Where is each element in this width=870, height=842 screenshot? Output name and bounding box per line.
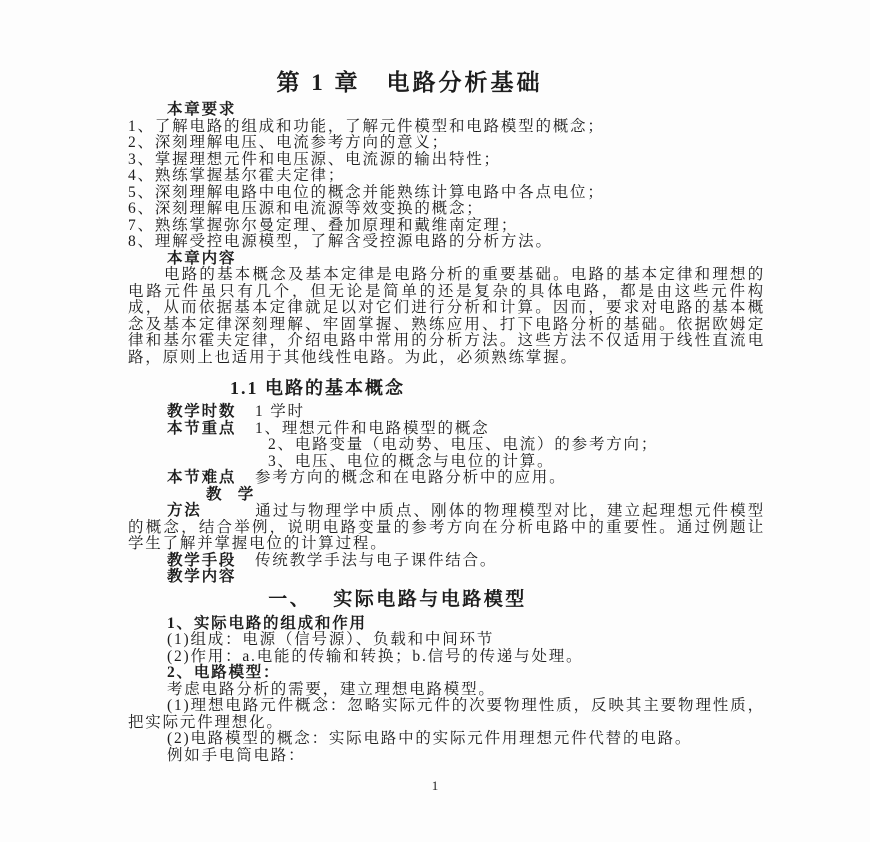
list-line: (1)组成：电源（信号源）、负载和中间环节 — [167, 631, 495, 648]
difficulty-label: 本节难点 — [167, 469, 237, 486]
key-points-label: 本节重点 — [167, 419, 237, 437]
teaching-content-heading: 教学内容 — [167, 568, 237, 585]
teaching-hours-value: 1 学时 — [255, 403, 305, 420]
teaching-method-label: 教学方法 — [167, 485, 255, 519]
chapter-content-heading: 本章内容 — [167, 249, 237, 267]
teaching-means-label: 教学手段 — [167, 551, 237, 569]
requirement-item: 3、掌握理想元件和电压源、电流源的输出特性； — [128, 150, 501, 168]
teaching-method-value: 通过与物理学中质点、刚体的物理模型对比，建立起理想元件模型的概念，结合举例，说明电路变量的参考方向在分析电路中的重要性。通过例题让学生了解并掌握电位的计算过程。 — [128, 502, 765, 552]
requirement-item: 6、深刻理解电压源和电流源等效变换的概念； — [128, 200, 484, 217]
list-line: 例如手电筒电路： — [167, 746, 306, 764]
requirement-item: 4、熟练掌握基尔霍夫定律； — [128, 167, 346, 184]
subsection-heading — [128, 588, 765, 612]
teaching-means-row — [167, 553, 765, 570]
chapter-intro-paragraph: 电路的基本概念及基本定律是电路分析的重要基础。电路的基本定律和理想的电路元件虽只有几个，但无论是简单的还是复杂的具体电路，都是由这些元件构成，从而依据基本定律就足以对它们进行分析和计算。因而，要求对电路的基本概念及基本定律深刻理解、牢固掌握、熟练应用、打下电路分析的基础。依据欧姆定律和基尔霍夫定律，介绍电路中常用的分析方法。这些方法不仅适用于线性直流电路，原则上也适用于其他线性电路。为此，必须熟练掌握。 — [128, 266, 765, 366]
key-point-item: 3、电压、电位的概念与电位的计算。 — [268, 452, 555, 470]
requirement-item: 2、深刻理解电压、电流参考方向的意义； — [128, 134, 449, 151]
requirement-item: 8、理解受控电源模型，了解含受控源电路的分析方法。 — [128, 233, 553, 250]
teaching-method-paragraph — [128, 487, 765, 553]
chapter-requirements-heading: 本章要求 — [167, 101, 237, 118]
teaching-means-value: 传统教学手法与电子课件结合。 — [255, 551, 498, 569]
subsection-heading-text: 实际电路与电路模型 — [333, 588, 527, 610]
difficulty-value: 参考方向的概念和在电路分析中的应用。 — [255, 469, 567, 486]
teaching-hours-row — [167, 404, 765, 421]
document-content — [128, 68, 765, 764]
key-points-row — [167, 421, 765, 438]
requirement-item: 7、熟练掌握弥尔曼定理、叠加原理和戴维南定理； — [128, 216, 519, 234]
page-number: 1 — [431, 778, 439, 793]
teaching-hours-label: 教学时数 — [167, 403, 237, 420]
chapter-title: 第 1 章 电路分析基础 — [276, 70, 543, 95]
difficulty-row — [167, 470, 765, 487]
key-point-item: 1、理想元件和电路模型的概念 — [255, 419, 490, 437]
requirement-item: 1、了解电路的组成和功能，了解元件模型和电路模型的概念； — [128, 117, 605, 135]
list-line: 考虑电路分析的需要，建立理想电路模型。 — [167, 680, 496, 698]
requirement-item: 5、深刻理解电路中电位的概念并能熟练计算电路中各点电位； — [128, 183, 605, 201]
key-point-item: 2、电路变量（电动势、电压、电流）的参考方向； — [268, 436, 659, 453]
section-heading: 1.1 电路的基本概念 — [230, 378, 405, 398]
list-item-heading: 1、实际电路的组成和作用 — [167, 614, 367, 632]
list-line: (2)作用：a.电能的传输和转换；b.信号的传递与处理。 — [167, 647, 584, 665]
list-item-heading: 2、电路模型： — [167, 664, 281, 681]
subsection-heading-number: 一、 — [268, 588, 312, 610]
list-line: (2)电路模型的概念：实际电路中的实际元件用理想元件代替的电路。 — [167, 730, 693, 747]
list-line: (1)理想电路元件概念：忽略实际元件的次要物理性质，反映其主要物理性质，把实际元件理想化。 — [128, 697, 765, 731]
